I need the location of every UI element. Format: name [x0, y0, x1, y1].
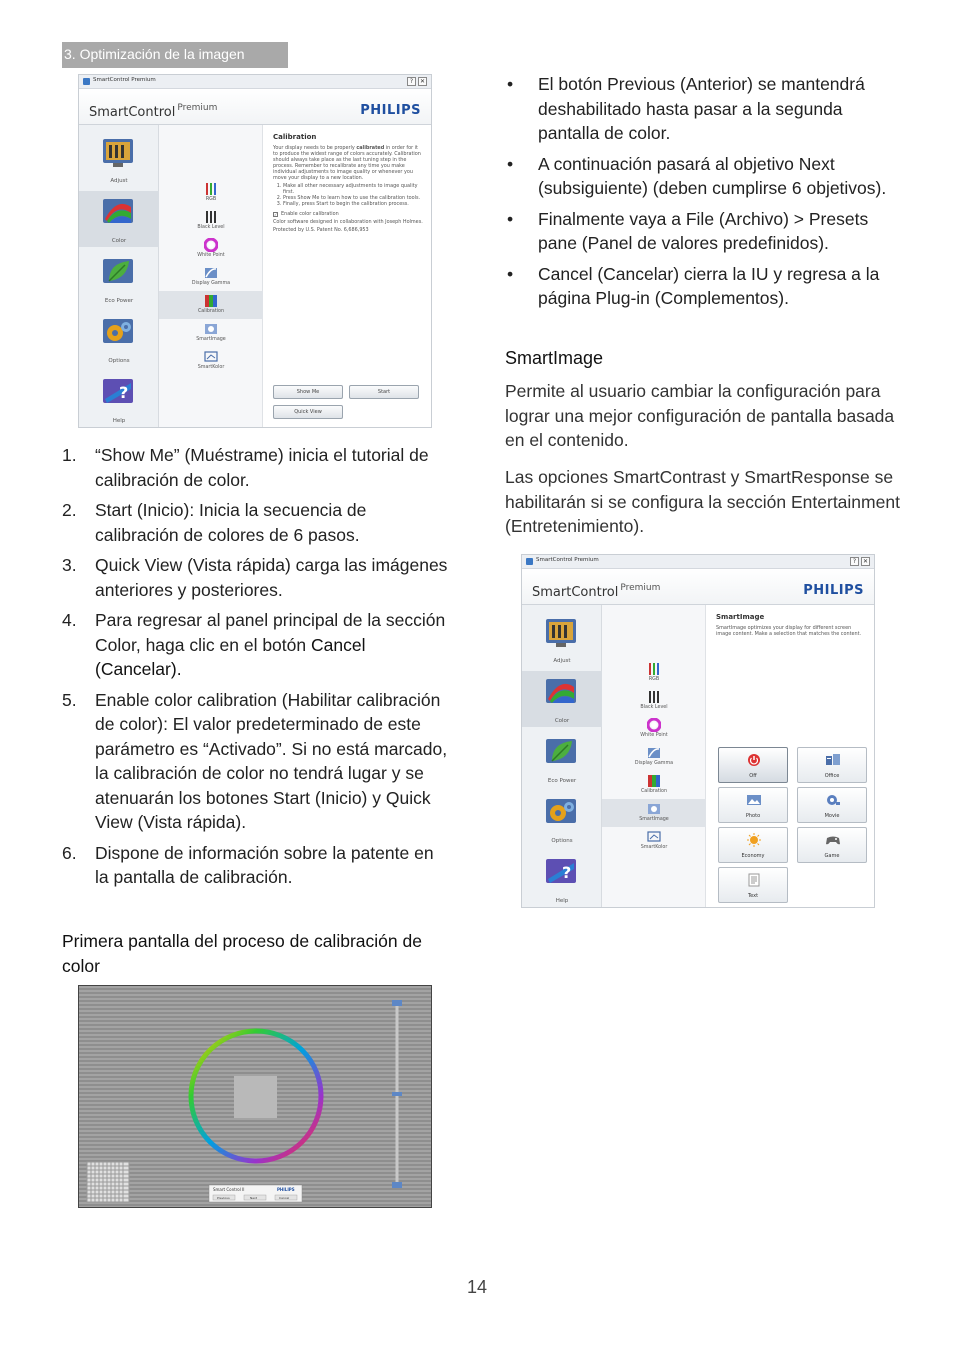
smartimage-paragraph-2: Las opciones SmartContrast y SmartResponse se habilitarán si se configura la sección Entertainment (Entretenimiento). [505, 467, 900, 536]
calibration-icon [204, 294, 218, 308]
list-number: 2. [62, 500, 77, 520]
section-tab: 3. Optimización de la imagen [62, 42, 288, 68]
list-text: “Show Me” (Muéstrame) inicia el tutorial de calibración de color. [95, 445, 429, 490]
calibration-icon [647, 774, 661, 788]
tile-label: Photo [745, 813, 761, 819]
window-titlebar [79, 75, 431, 89]
power-off-icon [746, 753, 762, 767]
nav-item-options[interactable] [79, 311, 159, 367]
sub-label: Black Level [197, 225, 225, 230]
help-question-icon [538, 855, 582, 891]
calibration-steps-list [62, 443, 452, 896]
sub-item-rgb[interactable] [602, 659, 706, 687]
list-item [62, 841, 452, 890]
page-number: 14 [466, 1277, 488, 1297]
white-point-icon [204, 238, 218, 252]
panel-title: Calibration [273, 133, 317, 141]
list-number: 4. [62, 610, 77, 630]
main-nav [79, 125, 159, 427]
sub-label: RGB [648, 677, 660, 682]
mini-dialog-brand: PHILIPS [277, 1187, 295, 1192]
nav-item-adjust[interactable] [79, 131, 159, 187]
grid-pattern-thumbnail [87, 1162, 129, 1202]
bullet-dot: • [507, 74, 514, 94]
smartimage-tile-movie[interactable] [797, 787, 867, 823]
brand-name: SmartControl [532, 585, 619, 600]
close-icon[interactable]: ✕ [419, 78, 426, 85]
brand-sup: Premium [177, 103, 218, 113]
sub-item-white-point[interactable] [159, 235, 263, 263]
bullet-item [505, 262, 900, 311]
smartimage-tile-economy[interactable] [718, 827, 788, 863]
list-text: Enable color calibration (Habilitar calibración de color): El valor predeterminado de este parámetro es “Activado”. Si no está marcado, la calibración de color no tendrá lugar y se atenuarán los botones Start (Inicio) y Quick View (Vista rápida). [95, 689, 448, 832]
smartimage-panel [706, 605, 874, 907]
options-gear-icon [538, 795, 582, 831]
nav-item-help[interactable] [79, 371, 159, 427]
sub-item-smartimage[interactable] [159, 319, 263, 347]
sub-item-rgb[interactable] [159, 179, 263, 207]
nav-item-color[interactable] [522, 671, 602, 727]
bullet-dot: • [507, 263, 514, 284]
sub-label: SmartImage [196, 337, 226, 342]
options-gear-icon [95, 315, 139, 351]
bullet-text: Cancel (Cancelar) cierra la IU y regresa a la página Plug-in (Complementos). [538, 263, 880, 308]
smartimage-tile-office[interactable] [797, 747, 867, 783]
close-icon[interactable]: ✕ [862, 558, 869, 565]
window-titlebar [522, 555, 874, 569]
photo-icon [746, 793, 762, 807]
help-question-icon [95, 375, 139, 411]
black-level-icon [204, 210, 218, 224]
adjust-icon [95, 135, 139, 171]
tile-label: Text [747, 893, 759, 899]
rgb-sliders-icon [204, 182, 218, 196]
smartimage-description: SmartImage optimizes your display for different screen image content. Make a selection that matches the content. [716, 625, 862, 637]
smartimage-tile-text[interactable] [718, 867, 788, 903]
nav-item-eco-power[interactable] [79, 251, 159, 307]
sub-item-smartkolor[interactable] [159, 347, 263, 375]
sub-nav [159, 125, 263, 427]
list-text: Quick View (Vista rápida) carga las imágenes anteriores y posteriores. [95, 555, 448, 600]
sub-item-display-gamma[interactable] [602, 743, 706, 771]
economy-sun-icon [746, 833, 762, 847]
calibration-graphic [79, 986, 432, 1208]
sub-item-black-level[interactable] [602, 687, 706, 715]
calibration-screen-caption: Primera pantalla del proceso de calibración de color [62, 931, 422, 976]
list-item [62, 608, 452, 682]
intro-text-b: calibrated [356, 145, 385, 151]
tile-label: Movie [824, 813, 840, 819]
list-item [62, 553, 452, 602]
bullet-text: El botón Previous (Anterior) se mantendrá deshabilitado hasta pasar a la segunda pantalla de color. [538, 74, 865, 143]
cancel-button-label: Cancel [279, 1196, 290, 1200]
nav-item-help[interactable] [522, 851, 602, 907]
list-number: 3. [62, 555, 77, 575]
enable-calibration-checkbox[interactable]: ✓ [274, 212, 278, 217]
patent-text: Protected by U.S. Patent No. 6,686,953 [273, 227, 369, 233]
list-item [62, 498, 452, 547]
sub-item-smartkolor[interactable] [602, 827, 706, 855]
bullet-dot: • [507, 208, 514, 229]
smartimage-tile-off[interactable] [718, 747, 788, 783]
nav-item-eco-power[interactable] [522, 731, 602, 787]
calibration-panel [263, 125, 431, 427]
window-title: SmartControl Premium [93, 77, 156, 83]
smartimage-paragraph-1: Permite al usuario cambiar la configuración para lograr una mejor configuración de pantalla basada en el contenido. [505, 381, 895, 450]
nav-label: Options [551, 838, 573, 844]
sub-item-calibration[interactable] [159, 291, 263, 319]
smartcontrol-smartimage-screenshot [521, 554, 875, 908]
list-text: Dispone de información sobre la patente en la pantalla de calibración. [95, 842, 434, 887]
brand-sup: Premium [620, 583, 661, 593]
nav-item-adjust[interactable] [522, 611, 602, 667]
sub-item-smartimage[interactable] [602, 799, 706, 827]
nav-label: Help [112, 418, 126, 424]
intro-text-c: in order for it to produce the widest range of colors accurately. Calibration should always take place as the last tuning step in the process. Remember to recalibrate any time you make individual adjustments to image quality or whenever you move your display to a new location. [273, 145, 421, 181]
slider-bottom-handle [392, 1182, 402, 1188]
color-icon [95, 195, 139, 231]
sub-label: RGB [205, 197, 217, 202]
sub-label: Black Level [640, 705, 668, 710]
smartimage-heading: SmartImage [505, 348, 604, 368]
calibration-step: 2. Press Show Me to learn how to use the calibration tools. [283, 195, 423, 201]
white-point-icon [647, 718, 661, 732]
calibration-description [273, 145, 423, 235]
sub-label: SmartKolor [197, 365, 225, 370]
list-text-emphasis: Cancel (Cancelar). [95, 634, 366, 679]
slider-top-handle [392, 1000, 402, 1006]
list-item [62, 688, 452, 835]
smartimage-tile-game[interactable] [797, 827, 867, 863]
smartimage-icon [204, 322, 218, 336]
nav-label: Color [554, 718, 570, 724]
app-header [79, 89, 431, 125]
previous-button-label: Previous [217, 1196, 230, 1200]
bullet-item [505, 72, 900, 146]
sub-label: SmartImage [639, 817, 669, 822]
calibration-intro [273, 145, 423, 181]
list-number: 6. [62, 842, 77, 863]
bullet-dot: • [507, 153, 514, 174]
app-logo-icon [526, 558, 533, 565]
sub-item-calibration[interactable] [602, 771, 706, 799]
smartimage-tile-photo[interactable] [718, 787, 788, 823]
list-item [62, 443, 452, 492]
display-gamma-icon [204, 266, 218, 280]
nav-label: Help [555, 898, 569, 904]
svg-text:?: ? [562, 863, 572, 882]
start-button[interactable]: Start [349, 385, 419, 399]
tile-label: Office [824, 773, 840, 779]
nav-label: Adjust [553, 658, 571, 664]
nav-item-color[interactable] [79, 191, 159, 247]
display-gamma-icon [647, 746, 661, 760]
help-icon[interactable]: ? [850, 557, 859, 566]
adjust-icon [538, 615, 582, 651]
nav-label: Adjust [110, 178, 128, 184]
gray-target-square [234, 1076, 277, 1118]
nav-label: Color [111, 238, 127, 244]
office-icon [825, 753, 841, 767]
show-me-button[interactable]: Show Me [273, 385, 343, 399]
black-level-icon [647, 690, 661, 704]
calibration-step: 3. Finally, press Start to begin the calibration process. [283, 201, 423, 207]
sub-label: White Point [640, 733, 668, 738]
movie-icon [825, 793, 841, 807]
app-header [522, 569, 874, 605]
app-brand [532, 583, 660, 600]
bullet-text: A continuación pasará al objetivo Next (subsiguiente) (deben cumplirse 6 objetivos). [538, 153, 887, 198]
quick-view-button[interactable]: Quick View [273, 405, 343, 419]
bullet-item [505, 207, 900, 256]
list-text: Para regresar al panel principal de la sección Color, haga clic en el botón [95, 610, 446, 655]
list-number: 1. [62, 445, 77, 465]
sub-label: Display Gamma [634, 761, 674, 766]
nav-label: Options [108, 358, 130, 364]
nav-label: Eco Power [104, 298, 134, 304]
sub-label: White Point [197, 253, 225, 258]
smartcontrol-calibration-screenshot [78, 74, 432, 428]
sub-label: Calibration [640, 789, 668, 794]
text-document-icon [746, 873, 762, 887]
calibration-first-screen [78, 985, 432, 1208]
smartkolor-icon [204, 350, 218, 364]
sub-item-white-point[interactable] [602, 715, 706, 743]
list-text: Start (Inicio): Inicia la secuencia de calibración de colores de 6 pasos. [95, 500, 367, 545]
intro-text-a: Your display needs to be properly [273, 145, 357, 151]
sub-label: Calibration [197, 309, 225, 314]
brand-name: SmartControl [89, 105, 176, 120]
philips-logo: PHILIPS [360, 103, 421, 118]
calibration-steps [273, 183, 423, 207]
app-logo-icon [83, 78, 90, 85]
panel-title: SmartImage [716, 613, 765, 621]
sub-item-black-level[interactable] [159, 207, 263, 235]
mini-dialog-title: Smart Control II [213, 1187, 245, 1192]
game-controller-icon [825, 833, 841, 847]
help-icon[interactable]: ? [407, 77, 416, 86]
sub-nav [602, 605, 706, 907]
nav-label: Eco Power [547, 778, 577, 784]
svg-text:?: ? [119, 383, 129, 402]
rgb-sliders-icon [647, 662, 661, 676]
tile-label: Off [749, 773, 757, 779]
bullet-list [505, 72, 900, 317]
philips-logo: PHILIPS [803, 583, 864, 598]
sub-label: SmartKolor [640, 845, 668, 850]
nav-item-options[interactable] [522, 791, 602, 847]
smartkolor-icon [647, 830, 661, 844]
bullet-item [505, 152, 900, 201]
eco-power-icon [538, 735, 582, 771]
enable-calibration-row[interactable] [273, 211, 423, 217]
color-icon [538, 675, 582, 711]
main-nav [522, 605, 602, 907]
sub-label: Display Gamma [191, 281, 231, 286]
sub-item-display-gamma[interactable] [159, 263, 263, 291]
app-brand [89, 103, 217, 120]
bullet-text: Finalmente vaya a File (Archivo) > Presets pane (Panel de valores predefinidos). [538, 208, 869, 253]
list-number: 5. [62, 689, 77, 710]
eco-power-icon [95, 255, 139, 291]
calibration-step: 1. Make all other necessary adjustments to image quality first. [283, 183, 423, 195]
enable-calibration-label: Enable color calibration [281, 211, 339, 217]
next-button-label: Next [250, 1196, 257, 1200]
window-title: SmartControl Premium [536, 557, 599, 563]
slider-mid-handle [392, 1092, 402, 1096]
tile-label: Game [824, 853, 840, 859]
tile-label: Economy [741, 853, 765, 859]
collab-text: Color software designed in collaboration with Joseph Holmes. [273, 219, 423, 225]
smartimage-icon [647, 802, 661, 816]
